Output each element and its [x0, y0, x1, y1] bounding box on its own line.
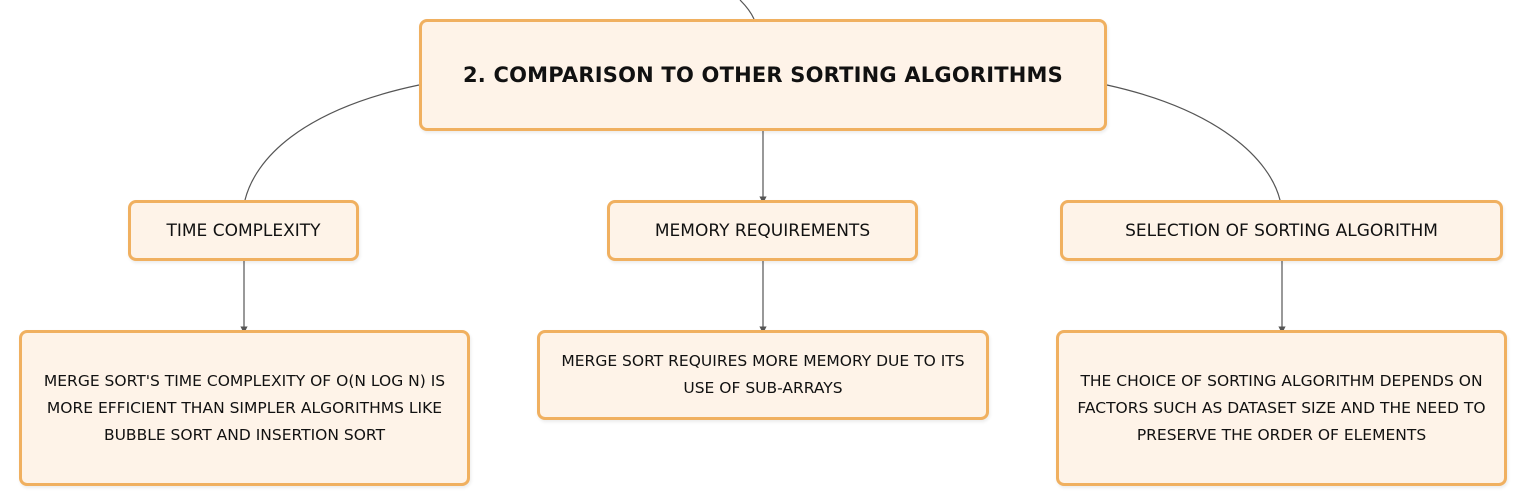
- detail-node-time-complexity[interactable]: [19, 330, 470, 486]
- connector-root-time: [245, 85, 419, 200]
- root-node[interactable]: [419, 19, 1107, 131]
- topic-node-time-complexity[interactable]: [128, 200, 359, 261]
- detail-node-selection-of-sorting-algorithm[interactable]: [1056, 330, 1507, 486]
- topic-title: SELECTION OF SORTING ALGORITHM: [1125, 220, 1438, 241]
- topic-title: MEMORY REQUIREMENTS: [654, 220, 871, 241]
- topic-node-selection-of-sorting-algorithm[interactable]: [1060, 200, 1503, 261]
- detail-text: MERGE SORT'S TIME COMPLEXITY OF O(N LOG N) IS MORE EFFICIENT THAN SIMPLER ALGORITHMS LIKE BUBBLE SORT AND INSERTION SORT: [43, 371, 446, 444]
- detail-text: MERGE SORT REQUIRES MORE MEMORY DUE TO ITS USE OF SUB-ARRAYS: [561, 352, 965, 397]
- detail-node-memory-requirements[interactable]: [537, 330, 989, 420]
- topic-node-memory-requirements[interactable]: [607, 200, 918, 261]
- incoming-connector: [740, 0, 754, 19]
- detail-text: THE CHOICE OF SORTING ALGORITHM DEPENDS ON FACTORS SUCH AS DATASET SIZE AND THE NEED TO PRESERVE THE ORDER OF ELEMENTS: [1077, 371, 1486, 444]
- topic-title: TIME COMPLEXITY: [166, 220, 321, 241]
- root-title: 2. COMPARISON TO OTHER SORTING ALGORITHMS: [463, 63, 1063, 87]
- connector-root-selection: [1107, 85, 1280, 200]
